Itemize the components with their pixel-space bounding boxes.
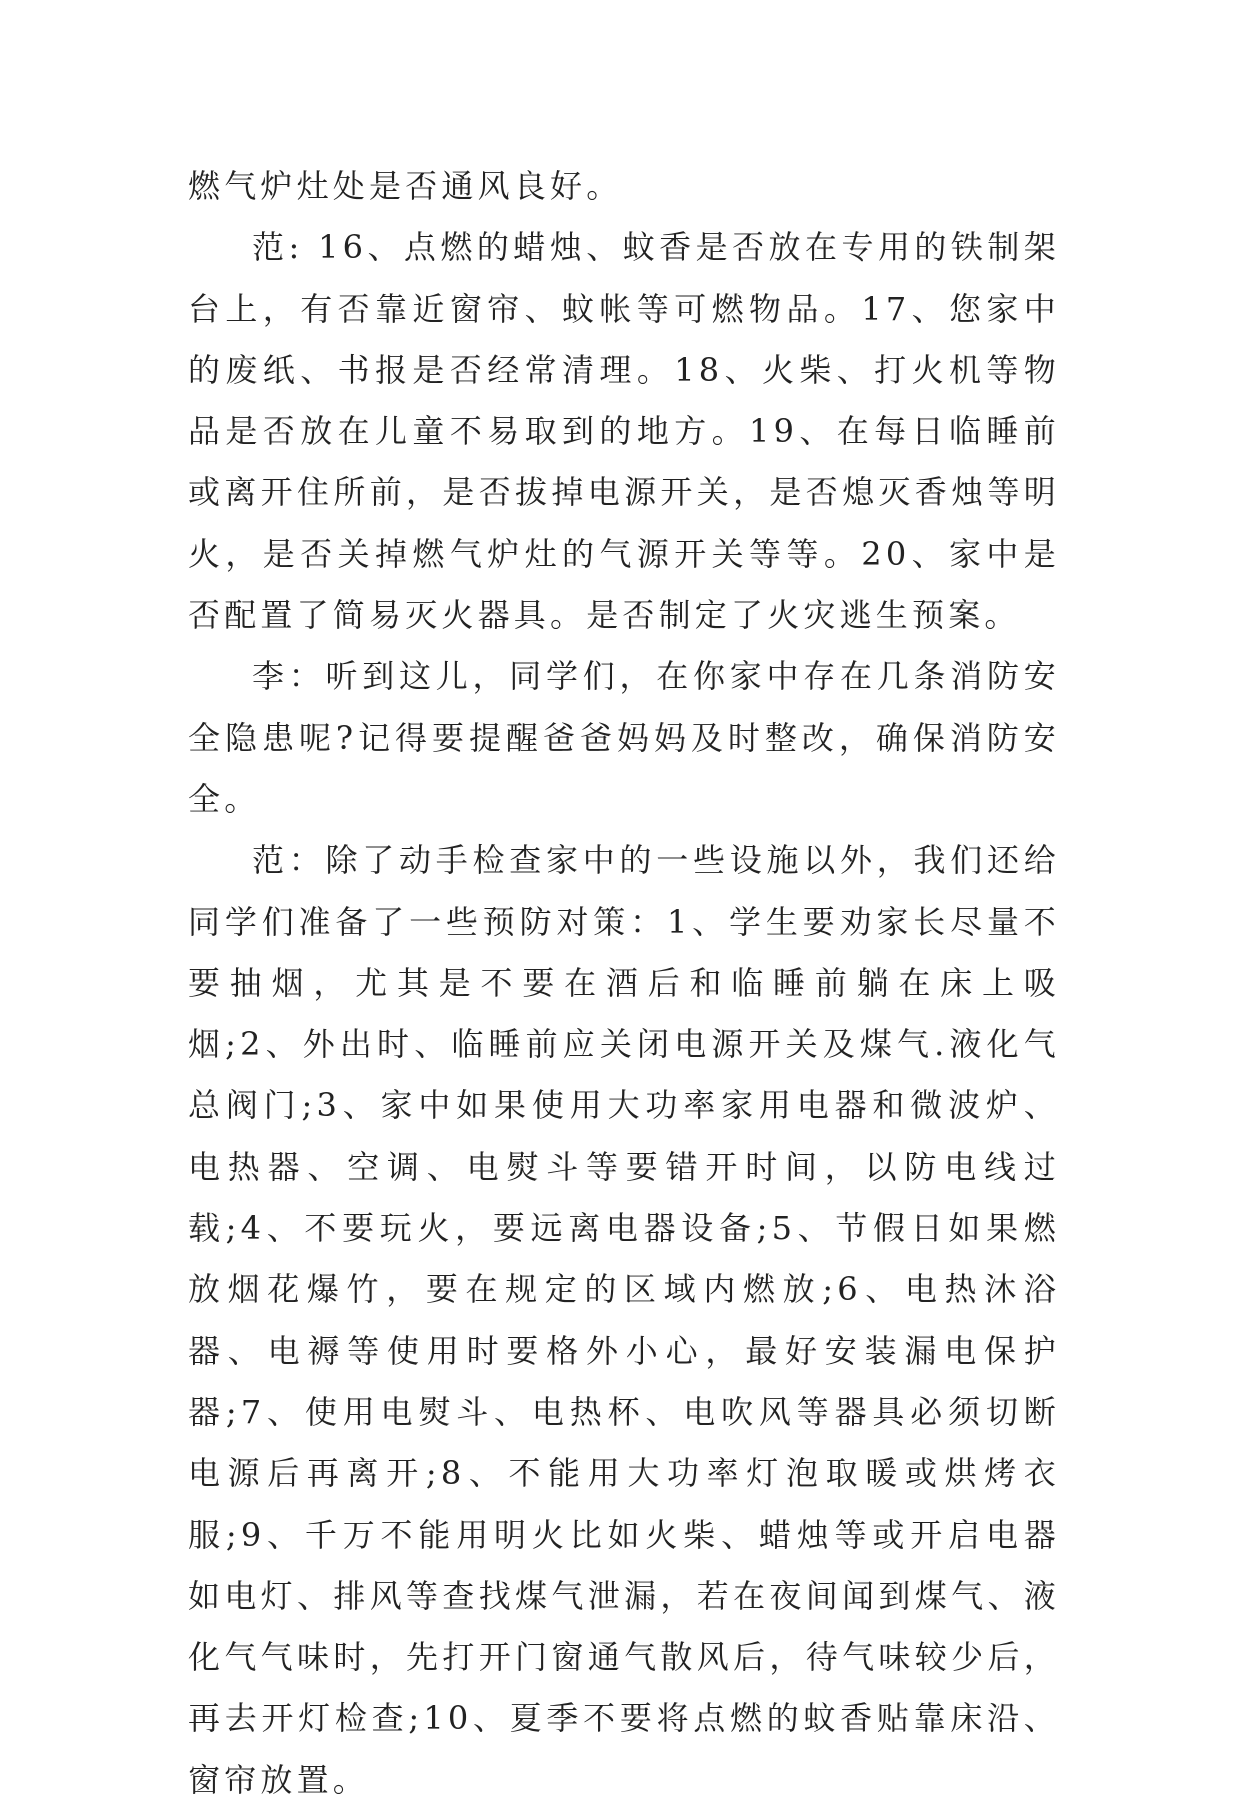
document-body — [188, 156, 1060, 1811]
paragraph-li-reminder: 李：听到这儿，同学们，在你家中存在几条消防安全隐患呢?记得要提醒爸爸妈妈及时整改，确保消防安全。 — [188, 657, 1060, 818]
paragraph-fan-countermeasures: 范：除了动手检查家中的一些设施以外，我们还给同学们准备了一些预防对策：1、学生要劝家长尽量不要抽烟，尤其是不要在酒后和临睡前躺在床上吸烟;2、外出时、临睡前应关闭电源开关及煤气.液化气总阀门;3、家中如果使用大功率家用电器和微波炉、电热器、空调、电熨斗等要错开时间，以防电线过载;4、不要玩火，要远离电器设备;5、节假日如果燃放烟花爆竹，要在规定的区域内燃放;6、电热沐浴器、电褥等使用时要格外小心，最好安装漏电保护器;7、使用电熨斗、电热杯、电吹风等器具必须切断电源后再离开;8、不能用大功率灯泡取暖或烘烤衣服;9、千万不能用明火比如火柴、蜡烛等或开启电器如电灯、排风等查找煤气泄漏，若在夜间闻到煤气、液化气气味时，先打开门窗通气散风后，待气味较少后，再去开灯检查;10、夏季不要将点燃的蚊香贴靠床沿、窗帘放置。 — [188, 841, 1060, 1799]
paragraph-fan-checklist: 范: 16、点燃的蜡烛、蚊香是否放在专用的铁制架台上，有否靠近窗帘、蚊帐等可燃物品。17、您家中的废纸、书报是否经常清理。18、火柴、打火机等物品是否放在儿童不易取到的地方。19、在每日临睡前或离开住所前，是否拔掉电源开关，是否熄灭香烛等明火，是否关掉燃气炉灶的气源开关等等。20、家中是否配置了简易灭火器具。是否制定了火灾逃生预案。 — [188, 228, 1060, 635]
paragraph-continuation: 燃气炉灶处是否通风良好。 — [188, 167, 623, 205]
